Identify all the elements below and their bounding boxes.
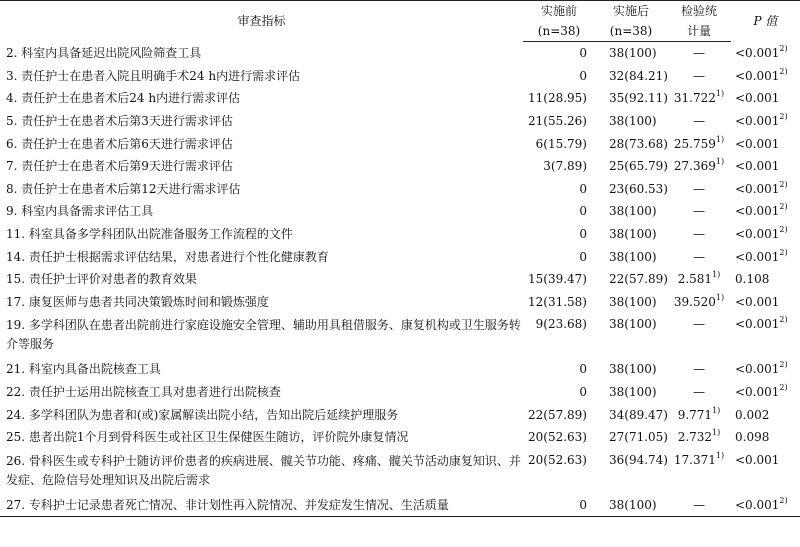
after-cell-text: 27(71.05) [609, 430, 668, 445]
header-p-value: P 值 [731, 1, 800, 42]
p-value-cell [731, 223, 800, 246]
indicator-cell [0, 381, 523, 404]
footnote-marker: 2) [779, 315, 788, 325]
before-cell [523, 449, 595, 494]
p-value-cell [731, 110, 800, 133]
after-cell-text: 22(57.89) [609, 272, 668, 287]
table-row [0, 358, 800, 381]
after-cell-text: 34(89.47) [609, 407, 668, 422]
p-value-cell [731, 245, 800, 268]
before-cell-text: 6(15.79) [535, 136, 587, 151]
stat-cell-text: 2.732 [677, 430, 713, 445]
stat-cell [667, 155, 731, 178]
p-value-cell [731, 449, 800, 494]
before-cell-text: 9(23.68) [535, 317, 587, 332]
stat-cell [667, 291, 731, 314]
header-after-n: (n=38) [595, 21, 667, 42]
indicator-cell [0, 245, 523, 268]
p-value-cell-text: 0.098 [735, 430, 770, 445]
before-cell [523, 42, 595, 65]
after-cell [595, 381, 667, 404]
header-indicator: 审查指标 [0, 1, 523, 42]
indicator-cell [0, 155, 523, 178]
stat-cell [667, 65, 731, 88]
indicator-cell-text: 22. 责任护士运用出院核查工具对患者进行出院核查 [6, 385, 281, 400]
p-value-cell-text: <0.001 [735, 114, 780, 129]
stat-cell-text: — [693, 204, 705, 219]
indicator-cell-text: 7. 责任护士在患者术后第9天进行需求评估 [6, 159, 233, 174]
after-cell [595, 178, 667, 201]
before-cell-text: 20(52.63) [528, 430, 587, 445]
header-stat-line1: 检验统 [667, 1, 731, 22]
table-row [0, 245, 800, 268]
p-value-cell [731, 178, 800, 201]
indicator-cell-text: 15. 责任护士评价对患者的教育效果 [6, 272, 197, 287]
before-cell-text: 12(31.58) [528, 294, 587, 309]
p-value-cell [731, 358, 800, 381]
footnote-marker: 2) [779, 112, 788, 122]
before-cell-text: 15(39.47) [528, 272, 587, 287]
header-before: 实施前 [523, 1, 595, 22]
p-value-cell-text: <0.001 [735, 46, 780, 61]
after-cell-text: 23(60.53) [609, 181, 668, 196]
table-row [0, 65, 800, 88]
p-value-cell [731, 155, 800, 178]
indicator-cell-text: 2. 科室内具备延迟出院风险筛查工具 [6, 46, 202, 61]
indicator-cell-text: 11. 科室具备多学科团队出院准备服务工作流程的文件 [6, 227, 293, 242]
stat-cell-text: 9.771 [677, 407, 713, 422]
p-value-cell [731, 42, 800, 65]
table-header [0, 1, 800, 42]
after-cell-text: 32(84.21) [609, 68, 668, 83]
before-cell-text: 0 [579, 46, 587, 61]
after-cell-text: 28(73.68) [609, 136, 668, 151]
before-cell-text: 20(52.63) [528, 452, 587, 467]
footnote-marker: 1) [715, 450, 725, 460]
stat-cell [667, 200, 731, 223]
before-cell [523, 494, 595, 517]
after-cell-text: 25(65.79) [609, 159, 668, 174]
stat-cell-text: 39.520 [673, 294, 716, 309]
footnote-marker: 2) [779, 179, 788, 189]
stat-cell-text: 31.722 [673, 91, 716, 106]
indicator-cell-text: 25. 患者出院1个月到骨科医生或社区卫生保健医生随访，评价院外康复情况 [6, 430, 409, 445]
before-cell [523, 155, 595, 178]
before-cell-text: 3(7.89) [543, 159, 587, 174]
footnote-marker: 2) [779, 202, 788, 212]
after-cell [595, 65, 667, 88]
p-value-cell [731, 313, 800, 358]
table-row [0, 403, 800, 426]
indicator-cell [0, 87, 523, 110]
after-cell-text: 38(100) [609, 204, 657, 219]
header-before-n: (n=38) [523, 21, 595, 42]
indicator-cell-text: 21. 科室内具备出院核查工具 [6, 362, 161, 377]
indicator-cell-text: 14. 责任护士根据需求评估结果，对患者进行个性化健康教育 [6, 249, 329, 264]
indicator-cell [0, 200, 523, 223]
indicator-cell-text: 27. 专科护士记录患者死亡情况、非计划性再入院情况、并发症发生情况、生活质量 [6, 497, 449, 512]
table-row [0, 223, 800, 246]
p-value-cell [731, 132, 800, 155]
stat-cell-text: — [693, 317, 705, 332]
before-cell-text: 0 [579, 227, 587, 242]
p-value-cell-text: <0.001 [735, 91, 780, 106]
after-cell [595, 449, 667, 494]
before-cell-text: 0 [579, 497, 587, 512]
stat-cell [667, 178, 731, 201]
after-cell-text: 38(100) [609, 385, 657, 400]
stat-cell [667, 132, 731, 155]
indicator-cell [0, 223, 523, 246]
after-cell-text: 38(100) [609, 362, 657, 377]
before-cell [523, 87, 595, 110]
before-cell [523, 403, 595, 426]
after-cell [595, 291, 667, 314]
indicator-cell-text: 8. 责任护士在患者术后第12天进行需求评估 [6, 181, 241, 196]
indicator-cell [0, 42, 523, 65]
before-cell-text: 0 [579, 385, 587, 400]
after-cell [595, 358, 667, 381]
after-cell [595, 268, 667, 291]
stat-cell-text: — [693, 362, 705, 377]
before-cell-text: 0 [579, 68, 587, 83]
table-row [0, 155, 800, 178]
stat-cell [667, 268, 731, 291]
stat-cell [667, 449, 731, 494]
indicator-cell-text: 17. 康复医师与患者共同决策锻炼时间和锻炼强度 [6, 294, 269, 309]
before-cell-text: 21(55.26) [528, 114, 587, 129]
after-cell-text: 38(100) [609, 114, 657, 129]
indicator-cell [0, 65, 523, 88]
indicator-cell [0, 110, 523, 133]
indicator-cell [0, 426, 523, 449]
before-cell [523, 132, 595, 155]
after-cell [595, 426, 667, 449]
p-value-cell-text: <0.001 [735, 227, 780, 242]
stat-cell-text: — [693, 227, 705, 242]
p-value-cell [731, 268, 800, 291]
after-cell [595, 223, 667, 246]
indicator-cell [0, 291, 523, 314]
stat-cell [667, 494, 731, 517]
p-value-cell [731, 291, 800, 314]
indicator-cell [0, 358, 523, 381]
stat-cell-text: 17.371 [673, 452, 716, 467]
indicator-cell-text: 6. 责任护士在患者术后第6天进行需求评估 [6, 136, 233, 151]
footnote-marker: 1) [715, 89, 725, 99]
before-cell [523, 358, 595, 381]
p-value-cell-text: <0.001 [735, 181, 780, 196]
stat-cell [667, 110, 731, 133]
after-cell [595, 200, 667, 223]
indicator-cell-text: 9. 科室内具备需求评估工具 [6, 204, 154, 219]
indicator-cell-text: 5. 责任护士在患者术后第3天进行需求评估 [6, 114, 233, 129]
stat-cell-text: — [693, 181, 705, 196]
stat-cell-text: — [693, 68, 705, 83]
p-value-cell [731, 403, 800, 426]
before-cell [523, 291, 595, 314]
indicator-cell [0, 449, 523, 494]
indicator-cell [0, 178, 523, 201]
before-cell-text: 0 [579, 249, 587, 264]
before-cell [523, 110, 595, 133]
table-row [0, 42, 800, 65]
indicator-cell [0, 132, 523, 155]
indicator-cell-text: 4. 责任护士在患者术后24 h内进行需求评估 [6, 91, 241, 106]
after-cell-text: 38(100) [609, 294, 657, 309]
p-value-cell-text: 0.002 [735, 407, 770, 422]
before-cell [523, 65, 595, 88]
footnote-marker: 2) [779, 495, 788, 505]
stat-cell-text: — [693, 114, 705, 129]
after-cell-text: 38(100) [609, 317, 657, 332]
before-cell [523, 178, 595, 201]
indicator-cell-text: 3. 责任护士在患者入院且明确手术24 h内进行需求评估 [6, 68, 301, 83]
p-value-cell-text: <0.001 [735, 68, 780, 83]
stat-cell [667, 245, 731, 268]
before-cell-text: 0 [579, 362, 587, 377]
footnote-marker: 2) [779, 66, 788, 76]
stat-cell [667, 223, 731, 246]
footnote-marker: 2) [779, 360, 788, 370]
before-cell [523, 313, 595, 358]
after-cell-text: 38(100) [609, 227, 657, 242]
stat-cell [667, 358, 731, 381]
indicator-cell [0, 403, 523, 426]
stat-cell-text: — [693, 497, 705, 512]
after-cell [595, 245, 667, 268]
after-cell-text: 38(100) [609, 497, 657, 512]
table-row [0, 200, 800, 223]
p-value-cell-text: <0.001 [735, 294, 780, 309]
table-row [0, 381, 800, 404]
before-cell-text: 11(28.95) [528, 91, 587, 106]
footnote-marker: 1) [712, 405, 721, 415]
before-cell-text: 22(57.89) [528, 407, 587, 422]
stat-cell-text: 2.581 [677, 272, 713, 287]
p-value-cell [731, 494, 800, 517]
table-row [0, 110, 800, 133]
footnote-marker: 2) [779, 383, 788, 393]
table-row [0, 291, 800, 314]
p-value-cell-text: <0.001 [735, 249, 780, 264]
table-row [0, 426, 800, 449]
stat-cell [667, 381, 731, 404]
footnote-marker: 2) [779, 247, 788, 257]
before-cell-text: 0 [579, 181, 587, 196]
before-cell [523, 223, 595, 246]
after-cell [595, 132, 667, 155]
after-cell [595, 87, 667, 110]
p-value-cell-text: <0.001 [735, 204, 780, 219]
p-value-cell-text: <0.001 [735, 136, 780, 151]
footnote-marker: 2) [779, 225, 788, 235]
p-value-cell-text: 0.108 [735, 272, 770, 287]
stat-cell-text: 27.369 [673, 159, 716, 174]
stat-cell [667, 87, 731, 110]
table-row [0, 449, 800, 494]
after-cell-text: 35(92.11) [609, 91, 668, 106]
p-value-cell-text: <0.001 [735, 317, 780, 332]
after-cell [595, 494, 667, 517]
p-value-cell [731, 381, 800, 404]
indicator-cell [0, 313, 523, 358]
after-cell [595, 403, 667, 426]
before-cell [523, 426, 595, 449]
footnote-marker: 1) [712, 428, 721, 438]
after-cell [595, 155, 667, 178]
before-cell-text: 0 [579, 204, 587, 219]
after-cell-text: 36(94.74) [609, 452, 668, 467]
stat-cell [667, 313, 731, 358]
table-row [0, 268, 800, 291]
footnote-marker: 1) [715, 157, 725, 167]
p-value-cell-text: <0.001 [735, 362, 780, 377]
p-value-cell [731, 200, 800, 223]
after-cell [595, 313, 667, 358]
p-value-cell [731, 426, 800, 449]
stat-cell [667, 403, 731, 426]
p-value-cell-text: <0.001 [735, 159, 780, 174]
p-value-cell [731, 87, 800, 110]
before-cell [523, 268, 595, 291]
stat-cell [667, 42, 731, 65]
header-after: 实施后 [595, 1, 667, 22]
footnote-marker: 2) [779, 44, 788, 54]
after-cell [595, 42, 667, 65]
indicator-cell-text: 24. 多学科团队为患者和(或)家属解读出院小结，告知出院后延续护理服务 [6, 407, 399, 422]
header-stat-line2: 计量 [667, 21, 731, 42]
stat-cell-text: — [693, 385, 705, 400]
table-row [0, 132, 800, 155]
stat-cell-text: — [693, 46, 705, 61]
footnote-marker: 1) [715, 292, 725, 302]
indicator-cell-text: 26. 骨科医生或专科护士随访评价患者的疾病进展、髋关节功能、疼痛、髋关节活动康复知识、并发症、危险信号处理知识及出院后需求 [6, 453, 521, 487]
table-row [0, 313, 800, 358]
indicator-cell [0, 268, 523, 291]
before-cell [523, 245, 595, 268]
p-value-cell-text: <0.001 [735, 452, 780, 467]
table-row [0, 494, 800, 517]
table-body [0, 42, 800, 517]
p-value-cell [731, 65, 800, 88]
indicator-cell [0, 494, 523, 517]
p-value-cell-text: <0.001 [735, 385, 780, 400]
table-row [0, 178, 800, 201]
after-cell [595, 110, 667, 133]
p-value-cell-text: <0.001 [735, 497, 780, 512]
table-row [0, 87, 800, 110]
indicator-cell-text: 19. 多学科团队在患者出院前进行家庭设施安全管理、辅助用具租借服务、康复机构或卫生服务转介等服务 [6, 318, 521, 352]
before-cell [523, 381, 595, 404]
footnote-marker: 1) [712, 270, 721, 280]
after-cell-text: 38(100) [609, 249, 657, 264]
stat-cell-text: 25.759 [673, 136, 716, 151]
footnote-marker: 1) [715, 134, 725, 144]
stat-cell-text: — [693, 249, 705, 264]
stat-cell [667, 426, 731, 449]
after-cell-text: 38(100) [609, 46, 657, 61]
before-cell [523, 200, 595, 223]
